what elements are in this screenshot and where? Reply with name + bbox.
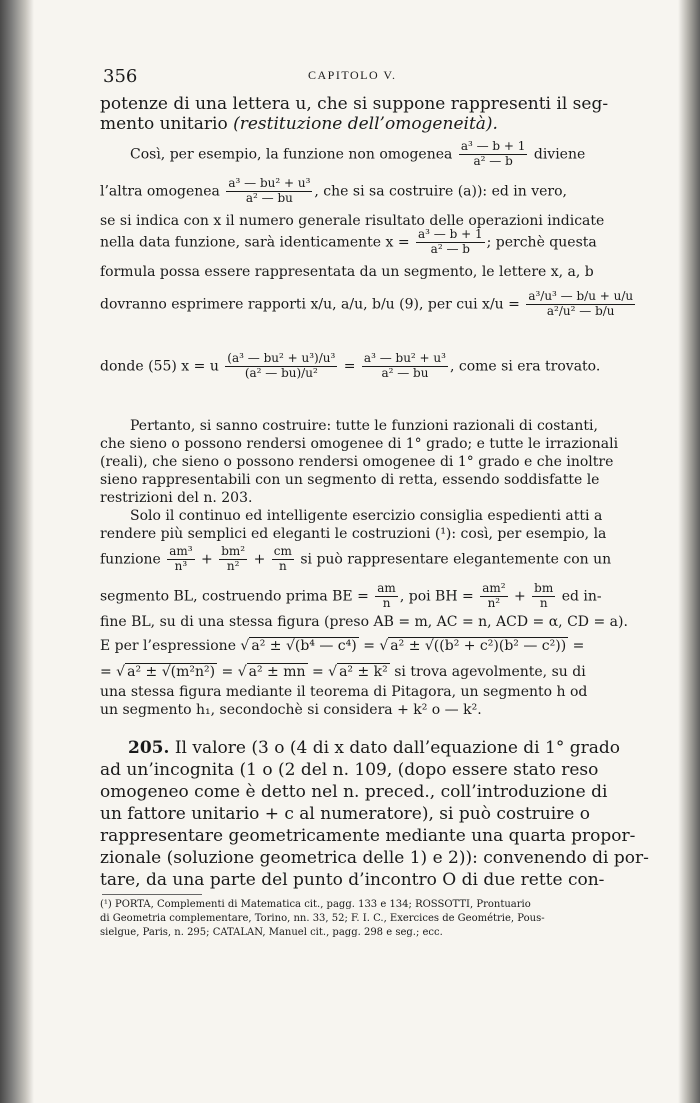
text-line: zionale (soluzione geometrica delle 1) e 2)): convenendo di por-	[100, 848, 649, 868]
text-line: E per l’espressione √ a² ± √(b⁴ — c⁴) = √ a² ± √((b² + c²)(b² — c²)) =	[100, 638, 585, 654]
text-line: Solo il continuo ed intelligente esercizio consiglia espedienti atti a	[130, 508, 603, 524]
footnote-line: sielgue, Paris, n. 295; CATALAN, Manuel cit., pagg. 298 e seg.; ecc.	[100, 927, 443, 938]
scan-right-edge	[678, 0, 700, 1103]
text-line: Così, per esempio, la funzione non omogenea $\frac{\text{a³ — b + 1}}{\text{a² — b}}$ diviene	[130, 139, 586, 168]
footnote-line: di Geometria complementare, Torino, nn. 33, 52; F. I. C., Exercices de Geométrie, Pous-	[100, 913, 545, 924]
text-line: rendere più semplici ed eleganti le costruzioni (¹): così, per esempio, la	[100, 526, 607, 542]
text-line: restrizioni del n. 203.	[100, 490, 253, 506]
text-line: ad un’incognita (1 o (2 del n. 109, (dopo essere stato reso	[100, 760, 599, 780]
footnote-line: (¹) PORTA, Complementi di Matematica cit., pagg. 133 e 134; ROSSOTTI, Prontuario	[100, 899, 531, 910]
scan-left-edge	[0, 0, 34, 1103]
text-line: donde (55) x = u $\frac{\text{(a³ — bu² + u³)/u³}}{\text{(a² — bu)/u²}}$ = $\frac{\text{a³ — bu² + u³}}{\text{a² — bu}}$ , come si era trovato.	[100, 351, 601, 380]
text-line: rappresentare geometricamente mediante una quarta propor-	[100, 826, 636, 846]
text-line: un segmento h₁, secondochè si considera + k² o — k².	[100, 702, 482, 718]
page-number: 356	[103, 66, 138, 87]
text-line: (reali), che sieno o possono rendersi omogenee di 1° grado e che inoltre	[100, 454, 614, 470]
chapter-title: CAPITOLO V.	[308, 68, 397, 82]
text-line: Pertanto, si sanno costruire: tutte le funzioni razionali di costanti,	[130, 418, 598, 434]
text-line: mento unitario (restituzione dell’omogeneità).	[100, 114, 498, 134]
text-line: funzione $\frac{\text{am³}}{\text{n³}}$ + $\frac{\text{bm²}}{\text{n²}}$ + $\frac{cm}{n}$ si può rappresentare elegantemente con un	[100, 544, 612, 573]
text-line: 205. Il valore (3 o (4 di x dato dall’equazione di 1° grado	[128, 738, 620, 758]
footnote-rule	[102, 894, 202, 895]
running-header	[100, 66, 612, 88]
text-line: tare, da una parte del punto d’incontro O di due rette con-	[100, 870, 605, 890]
text-line: se si indica con x il numero generale risultato delle operazioni indicate	[100, 213, 605, 229]
text-line: dovranno esprimere rapporti x/u, a/u, b/u (9), per cui x/u = $\frac{\text{a³/u³ — b/u + u/u}}{\text{a²/u² — b/u}}$	[100, 289, 634, 318]
text-line: fine BL, su di una stessa figura (preso AB = m, AC = n, ACD = α, CD = a).	[100, 614, 628, 630]
text-line: = √ a² ± √(m²n²) = √ a² ± mn = √ a² ± k² si trova agevolmente, su di	[100, 664, 586, 680]
text-line: l’altra omogenea $\frac{\text{a³ — bu² + u³}}{\text{a² — bu}}$ , che si sa costruire (a)): ed in vero,	[100, 176, 567, 205]
text-line: sieno rappresentabili con un segmento di retta, essendo soddisfatte le	[100, 472, 600, 488]
text-line: formula possa essere rappresentata da un segmento, le lettere x, a, b	[100, 264, 594, 280]
text-line: potenze di una lettera u, che si suppone rappresenti il seg-	[100, 94, 609, 114]
text-line: segmento BL, costruendo prima BE = $\frac{am}{n}$ , poi BH = $\frac{\text{am²}}{\text{n²}}$ + $\frac{bm}{n}$ ed in-	[100, 581, 602, 610]
text-line: che sieno o possono rendersi omogenee di 1° grado; e tutte le irrazionali	[100, 436, 619, 452]
text-line: nella data funzione, sarà identicamente x = $\frac{\text{a³ — b + 1}}{\text{a² — b}}$ ; perchè questa	[100, 227, 597, 256]
text-line: un fattore unitario + c al numeratore), si può costruire o	[100, 804, 590, 824]
section-number: 205.	[128, 738, 170, 758]
text-line: omogeneo come è detto nel n. preced., coll’introduzione di	[100, 782, 608, 802]
text-line: una stessa figura mediante il teorema di Pitagora, un segmento h od	[100, 684, 588, 700]
